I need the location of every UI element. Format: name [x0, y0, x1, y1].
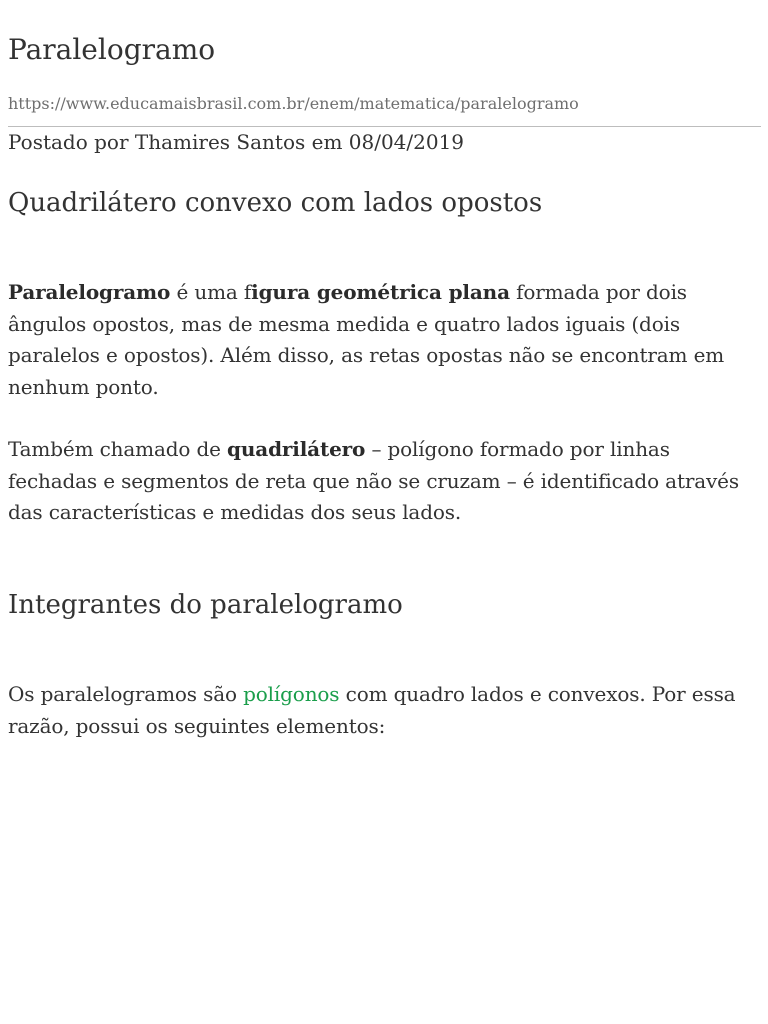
paragraph-text: – polígono formado por linhas fechadas e segmentos de reta que não se cruzam – é identificado através das características e medidas dos seus lados. — [8, 437, 739, 524]
post-meta: Postado por Thamires Santos em 08/04/2019 — [8, 130, 465, 154]
section-heading-integrantes: Integrantes do paralelogramo — [8, 590, 403, 620]
paragraph-text: com quadro lados e convexos. Por essa razão, possui os seguintes elementos: — [8, 682, 736, 738]
term-figura-geometrica: igura geométrica plana — [251, 280, 510, 304]
paragraph-text: Também chamado de — [8, 437, 228, 461]
poligonos-link[interactable]: polígonos — [243, 682, 340, 706]
page-title: Paralelogramo — [8, 33, 216, 66]
paragraph-text: é uma f — [170, 280, 252, 304]
article-subtitle: Quadrilátero convexo com lados opostos — [8, 188, 543, 218]
header-divider — [8, 126, 761, 127]
paragraph-definition — [8, 277, 763, 403]
paragraph-quadrilatero — [8, 434, 763, 529]
paragraph-text: Os paralelogramos são — [8, 682, 244, 706]
term-quadrilatero: quadrilátero — [227, 437, 366, 461]
paragraph-elementos — [8, 679, 763, 742]
source-url: https://www.educamaisbrasil.com.br/enem/matematica/paralelogramo — [8, 94, 579, 113]
term-paralelogramo: Paralelogramo — [8, 280, 171, 304]
paragraph-text: formada por dois ângulos opostos, mas de mesma medida e quatro lados iguais (dois paralelos e opostos). Além disso, as retas opostas não se encontram em nenhum ponto. — [8, 280, 725, 399]
